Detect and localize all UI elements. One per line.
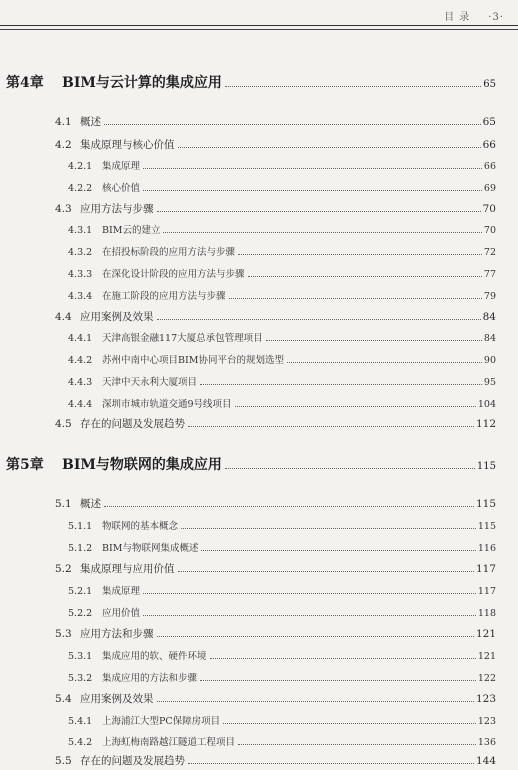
- page-number: 116: [477, 543, 496, 554]
- toc-section-5-5[interactable]: [55, 753, 496, 768]
- page-number: 79: [483, 291, 496, 302]
- subsection-title: 上海虹梅南路越江隧道工程项目: [102, 737, 236, 748]
- dot-leader: [157, 636, 474, 637]
- section-number: 5.5: [55, 755, 72, 767]
- subsection-number: 5.2.1: [68, 586, 93, 597]
- dot-leader: [238, 744, 476, 745]
- page-number: 84: [483, 333, 496, 344]
- section-number: 5.4: [55, 693, 72, 705]
- subsection-number: 5.4.2: [68, 737, 93, 748]
- dot-leader: [143, 168, 482, 169]
- page-number: 65: [483, 79, 496, 90]
- page-number: 90: [483, 355, 496, 366]
- toc-chapter-5[interactable]: [6, 454, 496, 474]
- dot-leader: [229, 298, 482, 299]
- subsection-number: 4.4.2: [68, 355, 93, 366]
- page-number: 123: [475, 693, 496, 705]
- toc-section-5-3[interactable]: [55, 626, 496, 641]
- page-number: 66: [482, 139, 496, 151]
- subsection-title: 集成原理: [102, 586, 141, 597]
- section-number: 5.3: [55, 628, 72, 640]
- toc-section-5-2[interactable]: [55, 561, 496, 576]
- subsection-number: 5.1.1: [68, 521, 93, 532]
- section-title: 应用案例及效果: [80, 693, 154, 705]
- subsection-title: 天津中天永利大厦项目: [102, 377, 198, 388]
- section-title: 集成原理与核心价值: [80, 139, 175, 151]
- dot-leader: [157, 319, 481, 320]
- page-number: 117: [477, 586, 496, 597]
- dot-leader: [157, 211, 481, 212]
- dot-leader: [188, 426, 474, 427]
- section-number: 4.5: [55, 418, 72, 430]
- toc-subsection-5-4-1[interactable]: [68, 713, 496, 727]
- dot-leader: [143, 615, 476, 616]
- subsection-number: 4.2.2: [68, 183, 93, 194]
- page-number: 95: [483, 377, 496, 388]
- toc-section-5-1[interactable]: [55, 496, 496, 511]
- page-number: 104: [477, 399, 496, 410]
- toc-subsection-5-1-1[interactable]: [68, 518, 496, 532]
- subsection-number: 4.3.2: [68, 247, 93, 258]
- subsection-number: 5.3.1: [68, 651, 93, 662]
- subsection-title: 苏州中南中心项目BIM协同平台的规划选型: [102, 355, 284, 366]
- dot-leader: [225, 86, 481, 87]
- subsection-title: 上海浦江大型PC保障房项目: [102, 716, 221, 727]
- page-number: 118: [477, 608, 496, 619]
- toc-subsection-4-4-4[interactable]: [68, 396, 496, 410]
- section-title: 应用方法和步骤: [80, 628, 154, 640]
- toc-subsection-5-2-2[interactable]: [68, 605, 496, 619]
- toc-subsection-4-4-1[interactable]: [68, 330, 496, 344]
- toc-subsection-4-3-3[interactable]: [68, 266, 496, 280]
- subsection-title: 在施工阶段的应用方法与步骤: [102, 291, 226, 302]
- section-title: 应用方法与步骤: [80, 203, 154, 215]
- subsection-title: 在招投标阶段的应用方法与步骤: [102, 247, 236, 258]
- subsection-number: 5.2.2: [68, 608, 93, 619]
- section-title: 存在的问题及发展趋势: [80, 755, 185, 767]
- dot-leader: [235, 406, 476, 407]
- page-number: 144: [475, 755, 496, 767]
- header-page-number: ·3·: [488, 12, 504, 23]
- subsection-number: 4.4.1: [68, 333, 93, 344]
- subsection-title: 物联网的基本概念: [102, 521, 179, 532]
- header-label: 目 录: [444, 12, 471, 23]
- toc-chapter-4[interactable]: [6, 72, 496, 92]
- section-title: 概述: [80, 498, 101, 510]
- dot-leader: [266, 340, 482, 341]
- chapter-title: BIM与物联网的集成应用: [62, 457, 222, 473]
- section-title: 应用案例及效果: [80, 311, 154, 323]
- toc-section-5-4[interactable]: [55, 691, 496, 706]
- dot-leader: [200, 680, 476, 681]
- dot-leader: [210, 658, 476, 659]
- header-rule-thick: [0, 25, 518, 26]
- section-number: 4.2: [55, 139, 72, 151]
- toc-section-4-2[interactable]: [55, 137, 496, 152]
- subsection-title: 应用价值: [102, 608, 141, 619]
- dot-leader: [178, 147, 481, 148]
- subsection-number: 5.1.2: [68, 543, 93, 554]
- dot-leader: [225, 468, 475, 469]
- toc-subsection-5-1-2[interactable]: [68, 540, 496, 554]
- subsection-title: 集成原理: [102, 161, 141, 172]
- section-title: 存在的问题及发展趋势: [80, 418, 185, 430]
- page-number: 121: [475, 628, 496, 640]
- subsection-title: BIM云的建立: [102, 225, 161, 236]
- page-number: 112: [475, 418, 496, 430]
- running-header: [444, 8, 504, 23]
- toc-subsection-4-3-2[interactable]: [68, 244, 496, 258]
- dot-leader: [238, 254, 482, 255]
- section-number: 4.3: [55, 203, 72, 215]
- toc-section-4-4[interactable]: [55, 309, 496, 324]
- subsection-title: 集成应用的软、硬件环境: [102, 651, 207, 662]
- dot-leader: [223, 723, 476, 724]
- subsection-title: BIM与物联网集成概述: [102, 543, 199, 554]
- toc-section-4-3[interactable]: [55, 201, 496, 216]
- subsection-title: 天津高银金融117大厦总承包管理项目: [102, 333, 263, 344]
- section-number: 5.1: [55, 498, 72, 510]
- toc-subsection-4-4-2[interactable]: [68, 352, 496, 366]
- toc-subsection-4-4-3[interactable]: [68, 374, 496, 388]
- subsection-number: 4.2.1: [68, 161, 93, 172]
- header-rule-thin: [0, 29, 518, 30]
- dot-leader: [188, 763, 474, 764]
- subsection-number: 5.4.1: [68, 716, 93, 727]
- toc-subsection-4-3-1[interactable]: [68, 222, 496, 236]
- dot-leader: [143, 593, 476, 594]
- page-number: 70: [482, 203, 496, 215]
- dot-leader: [200, 384, 482, 385]
- page-number: 66: [483, 161, 496, 172]
- subsection-number: 4.3.1: [68, 225, 93, 236]
- subsection-number: 4.4.3: [68, 377, 93, 388]
- page-number: 84: [482, 311, 496, 323]
- subsection-number: 4.4.4: [68, 399, 93, 410]
- subsection-title: 深圳市城市轨道交通9号线项目: [102, 399, 232, 410]
- dot-leader: [157, 701, 474, 702]
- section-number: 5.2: [55, 563, 72, 575]
- subsection-title: 在深化设计阶段的应用方法与步骤: [102, 269, 245, 280]
- page-number: 72: [483, 247, 496, 258]
- subsection-title: 集成应用的方法和步骤: [102, 673, 198, 684]
- section-title: 集成原理与应用价值: [80, 563, 175, 575]
- section-number: 4.1: [55, 116, 72, 128]
- dot-leader: [143, 190, 482, 191]
- page-number: 115: [476, 461, 496, 472]
- dot-leader: [201, 550, 475, 551]
- subsection-title: 核心价值: [102, 183, 141, 194]
- subsection-number: 4.3.4: [68, 291, 93, 302]
- toc-subsection-5-3-2[interactable]: [68, 670, 496, 684]
- toc-subsection-5-3-1[interactable]: [68, 648, 496, 662]
- page-number: 121: [477, 651, 496, 662]
- dot-leader: [287, 362, 482, 363]
- page-number: 115: [475, 498, 496, 510]
- page-number: 65: [482, 116, 496, 128]
- dot-leader: [104, 124, 481, 125]
- page-number: 70: [483, 225, 496, 236]
- toc-subsection-5-4-2[interactable]: [68, 734, 496, 748]
- page-number: 117: [475, 563, 496, 575]
- page-number: 136: [477, 737, 496, 748]
- section-number: 4.4: [55, 311, 72, 323]
- chapter-number: 第4章: [6, 75, 44, 91]
- toc-subsection-4-2-2[interactable]: [68, 180, 496, 194]
- toc-subsection-5-2-1[interactable]: [68, 583, 496, 597]
- dot-leader: [181, 528, 476, 529]
- page-number: 69: [483, 183, 496, 194]
- dot-leader: [104, 506, 474, 507]
- chapter-number: 第5章: [6, 457, 44, 473]
- toc-subsection-4-2-1[interactable]: [68, 158, 496, 172]
- page-number: 115: [477, 521, 496, 532]
- dot-leader: [163, 232, 481, 233]
- toc-subsection-4-3-4[interactable]: [68, 288, 496, 302]
- dot-leader: [178, 571, 474, 572]
- page-number: 122: [477, 673, 496, 684]
- section-title: 概述: [80, 116, 101, 128]
- page-number: 123: [477, 716, 496, 727]
- toc-section-4-5[interactable]: [55, 416, 496, 431]
- chapter-title: BIM与云计算的集成应用: [62, 75, 222, 91]
- toc-section-4-1[interactable]: [55, 114, 496, 129]
- page-number: 77: [483, 269, 496, 280]
- subsection-number: 5.3.2: [68, 673, 93, 684]
- dot-leader: [248, 276, 482, 277]
- subsection-number: 4.3.3: [68, 269, 93, 280]
